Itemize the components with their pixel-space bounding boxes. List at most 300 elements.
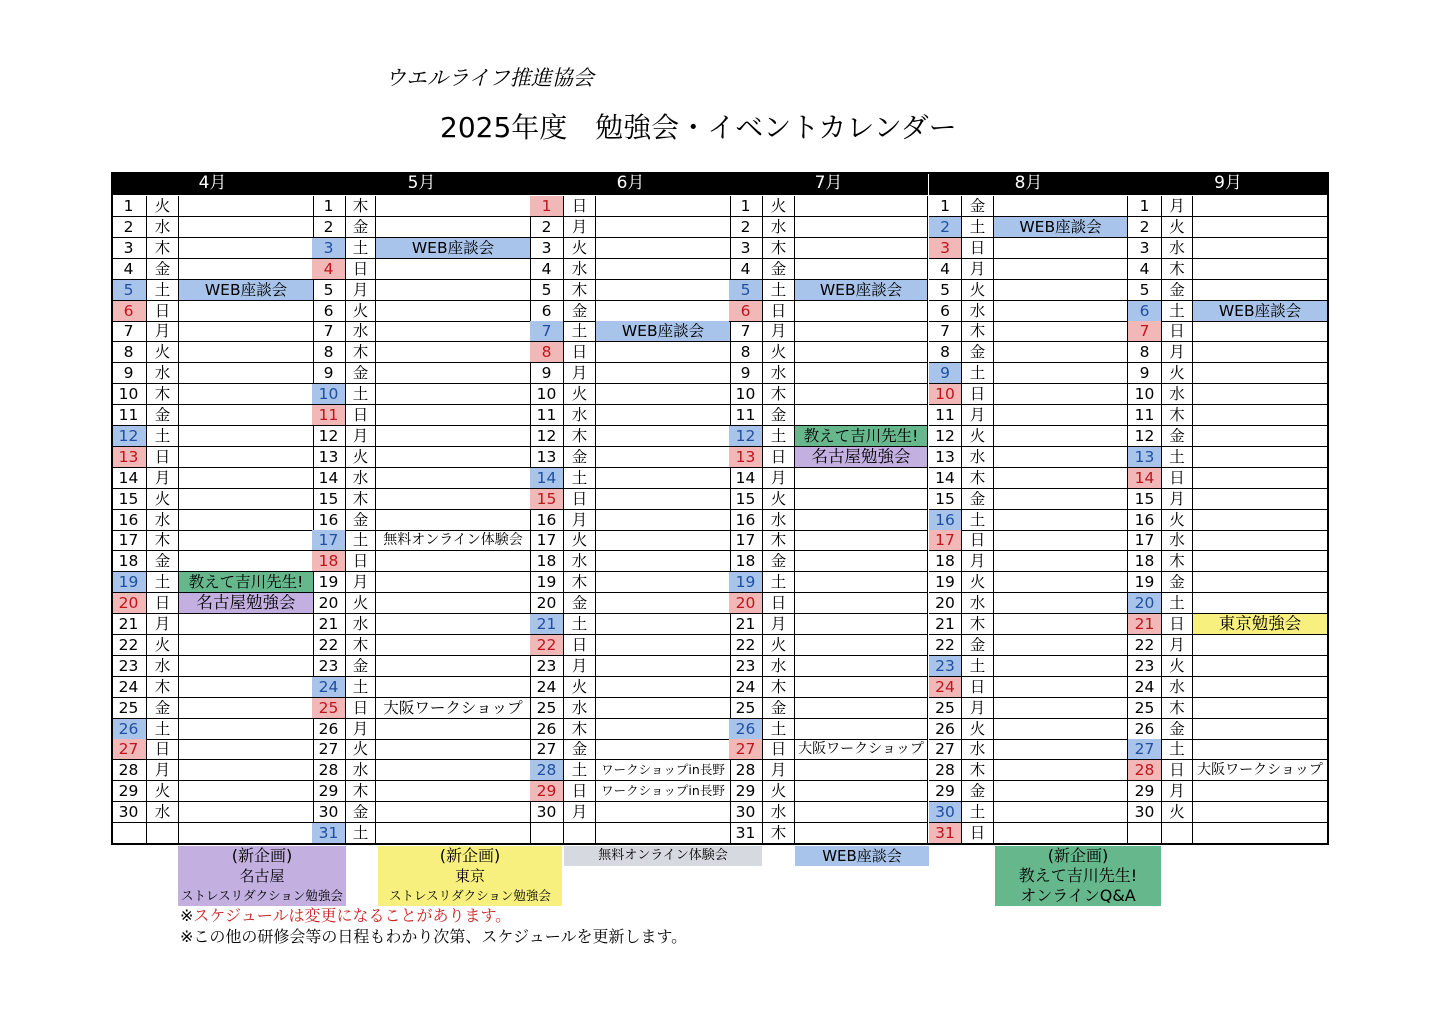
weekday: 日	[962, 530, 994, 551]
day-number: 4	[929, 259, 962, 280]
day-row	[729, 635, 928, 656]
day-number: 11	[530, 405, 564, 426]
event-cell	[376, 551, 531, 572]
day-number: 23	[729, 656, 763, 677]
day-row	[530, 530, 731, 551]
day-number: 29	[312, 781, 346, 802]
event-cell	[596, 363, 731, 384]
event-cell	[795, 217, 928, 238]
day-row	[1128, 677, 1328, 698]
event-cell	[795, 259, 928, 280]
weekday	[147, 823, 179, 844]
weekday: 土	[346, 530, 376, 551]
day-row	[1128, 217, 1328, 238]
weekday: 土	[962, 217, 994, 238]
day-number: 6	[1128, 301, 1162, 322]
event-cell	[179, 614, 314, 635]
day-row	[312, 447, 531, 468]
weekday: 日	[346, 698, 376, 719]
day-number: 18	[111, 551, 147, 572]
weekday: 金	[346, 510, 376, 531]
event-cell	[795, 530, 928, 551]
day-number: 10	[312, 384, 346, 405]
weekday: 木	[147, 530, 179, 551]
day-row	[729, 802, 928, 823]
day-row	[111, 510, 314, 531]
weekday: 金	[962, 781, 994, 802]
day-row	[312, 489, 531, 510]
weekday: 水	[763, 656, 795, 677]
day-number: 25	[312, 698, 346, 719]
event-label: 大阪ワークショップ	[795, 739, 928, 760]
weekday: 金	[147, 551, 179, 572]
day-row	[111, 217, 314, 238]
legend-item	[564, 846, 762, 866]
day-row	[530, 301, 731, 322]
legend-line: ストレスリダクション勉強会	[389, 888, 551, 903]
weekday: 日	[962, 384, 994, 405]
day-number: 3	[111, 238, 147, 259]
day-number: 14	[1128, 468, 1162, 489]
day-row	[111, 196, 314, 217]
day-row	[729, 823, 928, 844]
event-cell	[1193, 363, 1328, 384]
day-number: 17	[1128, 530, 1162, 551]
day-row	[729, 572, 928, 593]
day-row	[929, 739, 1128, 760]
event-cell	[376, 614, 531, 635]
event-cell	[179, 426, 314, 447]
event-cell	[795, 572, 928, 593]
event-cell	[994, 698, 1128, 719]
day-number: 5	[729, 280, 763, 301]
day-row	[1128, 802, 1328, 823]
weekday: 土	[1162, 739, 1193, 760]
day-row	[111, 572, 314, 593]
note-text: スケジュールは変更になることがあります。	[193, 906, 512, 925]
weekday: 日	[763, 447, 795, 468]
day-number: 17	[530, 530, 564, 551]
day-row	[530, 217, 731, 238]
day-row	[111, 593, 314, 614]
day-number: 1	[530, 196, 564, 217]
day-row	[729, 614, 928, 635]
event-cell	[376, 405, 531, 426]
weekday: 木	[962, 760, 994, 781]
weekday: 日	[147, 301, 179, 322]
day-row	[530, 614, 731, 635]
weekday: 月	[346, 572, 376, 593]
day-number: 14	[312, 468, 346, 489]
day-number: 30	[111, 802, 147, 823]
event-cell	[376, 823, 531, 844]
day-row	[111, 635, 314, 656]
weekday: 水	[147, 217, 179, 238]
event-cell	[994, 530, 1128, 551]
day-row	[729, 342, 928, 363]
day-number: 14	[111, 468, 147, 489]
day-number: 27	[312, 739, 346, 760]
day-row	[729, 698, 928, 719]
event-cell	[596, 342, 731, 363]
weekday: 日	[962, 823, 994, 844]
event-cell	[795, 510, 928, 531]
weekday: 水	[763, 802, 795, 823]
event-label: 大阪ワークショップ	[1193, 760, 1328, 781]
event-cell	[376, 572, 531, 593]
day-number: 5	[111, 280, 147, 301]
day-number: 8	[111, 342, 147, 363]
day-number: 29	[111, 781, 147, 802]
event-cell	[596, 384, 731, 405]
day-row	[1128, 447, 1328, 468]
day-number: 25	[530, 698, 564, 719]
day-number: 14	[929, 468, 962, 489]
day-number: 26	[111, 719, 147, 740]
day-number: 20	[1128, 593, 1162, 614]
day-number: 19	[111, 572, 147, 593]
day-number: 26	[929, 719, 962, 740]
organization-name: ウエルライフ推進協会	[385, 66, 594, 90]
legend-line: WEB座談会	[822, 847, 902, 865]
day-row	[929, 321, 1128, 342]
weekday: 火	[962, 719, 994, 740]
day-row	[111, 447, 314, 468]
day-number: 28	[312, 760, 346, 781]
event-cell	[795, 802, 928, 823]
event-cell	[994, 656, 1128, 677]
day-row	[1128, 342, 1328, 363]
event-label: 名古屋勉強会	[179, 593, 314, 614]
event-cell	[596, 572, 731, 593]
event-cell	[1193, 802, 1328, 823]
event-cell	[179, 823, 314, 844]
day-row	[111, 802, 314, 823]
day-number: 2	[530, 217, 564, 238]
event-cell	[1193, 426, 1328, 447]
weekday: 水	[147, 656, 179, 677]
weekday: 月	[763, 760, 795, 781]
day-row	[729, 363, 928, 384]
day-number: 27	[111, 739, 147, 760]
day-number: 17	[729, 530, 763, 551]
day-number: 2	[1128, 217, 1162, 238]
day-number: 3	[729, 238, 763, 259]
event-cell	[596, 802, 731, 823]
event-cell	[179, 551, 314, 572]
event-cell	[1193, 217, 1328, 238]
day-number: 6	[111, 301, 147, 322]
day-number: 10	[929, 384, 962, 405]
day-row	[729, 760, 928, 781]
weekday: 月	[564, 656, 596, 677]
day-number: 20	[312, 593, 346, 614]
weekday: 金	[763, 259, 795, 280]
event-cell	[179, 238, 314, 259]
day-number: 9	[530, 363, 564, 384]
event-cell	[994, 739, 1128, 760]
event-cell	[795, 698, 928, 719]
event-cell	[994, 635, 1128, 656]
weekday: 火	[962, 280, 994, 301]
event-cell	[596, 238, 731, 259]
weekday: 金	[1162, 719, 1193, 740]
day-number: 11	[111, 405, 147, 426]
day-row	[312, 635, 531, 656]
weekday: 火	[346, 301, 376, 322]
weekday: 日	[564, 196, 596, 217]
weekday: 木	[564, 719, 596, 740]
day-number: 12	[530, 426, 564, 447]
weekday: 水	[763, 217, 795, 238]
weekday: 金	[564, 301, 596, 322]
weekday: 木	[962, 321, 994, 342]
weekday: 火	[1162, 363, 1193, 384]
day-number: 18	[312, 551, 346, 572]
event-cell	[596, 698, 731, 719]
weekday: 水	[346, 468, 376, 489]
day-row	[530, 551, 731, 572]
day-number: 17	[929, 530, 962, 551]
day-number: 20	[729, 593, 763, 614]
day-number: 29	[530, 781, 564, 802]
note-schedule-update	[180, 926, 687, 947]
note-text: この他の研修会等の日程もわかり次第、スケジュールを更新します。	[193, 927, 688, 946]
event-label: 教えて吉川先生!	[795, 426, 928, 447]
day-row	[312, 510, 531, 531]
weekday: 日	[763, 593, 795, 614]
weekday: 土	[147, 426, 179, 447]
day-row	[929, 802, 1128, 823]
day-row	[729, 781, 928, 802]
day-number: 13	[111, 447, 147, 468]
day-row	[111, 384, 314, 405]
day-row	[111, 739, 314, 760]
day-number: 6	[929, 301, 962, 322]
event-cell	[596, 489, 731, 510]
weekday: 木	[564, 572, 596, 593]
day-number: 6	[729, 301, 763, 322]
day-row	[729, 217, 928, 238]
day-row	[530, 363, 731, 384]
weekday: 土	[564, 468, 596, 489]
event-cell	[596, 635, 731, 656]
weekday: 火	[564, 238, 596, 259]
day-number: 8	[929, 342, 962, 363]
day-number: 23	[929, 656, 962, 677]
event-cell	[795, 196, 928, 217]
weekday: 金	[564, 593, 596, 614]
day-row	[729, 489, 928, 510]
event-cell	[994, 468, 1128, 489]
event-cell	[795, 489, 928, 510]
event-cell	[596, 739, 731, 760]
day-number: 2	[312, 217, 346, 238]
day-row	[530, 259, 731, 280]
day-row	[929, 259, 1128, 280]
weekday: 日	[962, 238, 994, 259]
day-row	[1128, 739, 1328, 760]
weekday: 火	[962, 426, 994, 447]
event-cell	[795, 551, 928, 572]
weekday: 木	[763, 238, 795, 259]
day-row	[929, 384, 1128, 405]
weekday: 金	[962, 342, 994, 363]
day-row	[729, 321, 928, 342]
day-number: 16	[111, 510, 147, 531]
day-row	[1128, 530, 1328, 551]
event-cell	[1193, 572, 1328, 593]
day-row	[312, 551, 531, 572]
event-cell	[994, 321, 1128, 342]
weekday: 木	[1162, 405, 1193, 426]
weekday: 木	[564, 280, 596, 301]
weekday: 火	[147, 489, 179, 510]
day-row	[1128, 614, 1328, 635]
event-cell	[596, 447, 731, 468]
event-cell	[376, 510, 531, 531]
day-number: 9	[312, 363, 346, 384]
day-row	[929, 551, 1128, 572]
weekday: 火	[763, 342, 795, 363]
weekday: 火	[564, 530, 596, 551]
day-number: 3	[929, 238, 962, 259]
day-number: 14	[530, 468, 564, 489]
day-number: 15	[929, 489, 962, 510]
day-row	[929, 823, 1128, 844]
weekday: 水	[1162, 384, 1193, 405]
month-header: 6月	[530, 172, 731, 195]
event-cell	[179, 698, 314, 719]
day-number: 9	[929, 363, 962, 384]
day-row	[312, 468, 531, 489]
weekday: 日	[1162, 760, 1193, 781]
event-cell	[994, 572, 1128, 593]
weekday: 土	[962, 802, 994, 823]
event-cell	[795, 468, 928, 489]
day-row	[729, 468, 928, 489]
weekday: 水	[1162, 677, 1193, 698]
day-number: 23	[1128, 656, 1162, 677]
day-row	[312, 802, 531, 823]
event-cell	[596, 510, 731, 531]
weekday: 月	[1162, 781, 1193, 802]
day-row	[111, 405, 314, 426]
event-cell	[179, 781, 314, 802]
day-number: 17	[111, 530, 147, 551]
weekday: 日	[346, 405, 376, 426]
day-row	[111, 301, 314, 322]
day-row	[111, 656, 314, 677]
day-number: 1	[729, 196, 763, 217]
day-number: 19	[530, 572, 564, 593]
legend-item	[995, 846, 1161, 906]
weekday: 金	[962, 489, 994, 510]
weekday: 火	[1162, 656, 1193, 677]
weekday: 金	[1162, 572, 1193, 593]
page-title: 2025年度 勉強会・イベントカレンダー	[440, 111, 957, 144]
notes	[180, 905, 687, 947]
day-row	[312, 384, 531, 405]
weekday: 日	[564, 635, 596, 656]
weekday: 火	[564, 384, 596, 405]
day-number: 5	[312, 280, 346, 301]
day-row	[929, 217, 1128, 238]
weekday: 土	[1162, 301, 1193, 322]
legend-line: 無料オンライン体験会	[598, 848, 728, 863]
day-number: 9	[1128, 363, 1162, 384]
event-cell	[994, 384, 1128, 405]
weekday: 月	[763, 321, 795, 342]
weekday: 水	[147, 510, 179, 531]
day-number: 4	[530, 259, 564, 280]
weekday: 金	[1162, 280, 1193, 301]
day-number: 11	[1128, 405, 1162, 426]
day-number: 22	[111, 635, 147, 656]
day-number: 16	[312, 510, 346, 531]
day-row	[729, 384, 928, 405]
event-cell	[1193, 384, 1328, 405]
event-cell	[795, 238, 928, 259]
day-row	[929, 572, 1128, 593]
event-cell	[179, 342, 314, 363]
event-cell	[795, 719, 928, 740]
day-number: 5	[530, 280, 564, 301]
day-row	[729, 447, 928, 468]
day-number: 25	[929, 698, 962, 719]
day-row	[929, 760, 1128, 781]
event-cell	[795, 363, 928, 384]
day-number: 29	[729, 781, 763, 802]
weekday: 金	[147, 698, 179, 719]
day-row	[530, 677, 731, 698]
day-number: 15	[312, 489, 346, 510]
weekday: 金	[147, 259, 179, 280]
day-number: 26	[312, 719, 346, 740]
day-number: 20	[111, 593, 147, 614]
day-row	[1128, 301, 1328, 322]
weekday: 火	[1162, 802, 1193, 823]
event-cell	[1193, 259, 1328, 280]
legend-line: 教えて吉川先生!	[1018, 866, 1138, 885]
weekday: 月	[346, 719, 376, 740]
event-cell	[179, 447, 314, 468]
day-number: 20	[530, 593, 564, 614]
event-cell	[795, 823, 928, 844]
day-number	[1128, 823, 1162, 844]
day-number: 12	[729, 426, 763, 447]
weekday: 月	[564, 363, 596, 384]
day-number: 21	[929, 614, 962, 635]
day-number: 21	[1128, 614, 1162, 635]
day-row	[729, 510, 928, 531]
weekday: 金	[962, 196, 994, 217]
event-cell	[994, 760, 1128, 781]
weekday: 水	[147, 363, 179, 384]
day-number: 2	[111, 217, 147, 238]
day-row	[530, 781, 731, 802]
day-number: 4	[312, 259, 346, 280]
day-row	[312, 238, 531, 259]
event-cell	[795, 677, 928, 698]
weekday: 月	[147, 760, 179, 781]
event-cell	[1193, 468, 1328, 489]
day-number: 24	[929, 677, 962, 698]
day-number: 13	[929, 447, 962, 468]
weekday: 水	[346, 321, 376, 342]
day-row	[1128, 196, 1328, 217]
day-row	[729, 656, 928, 677]
